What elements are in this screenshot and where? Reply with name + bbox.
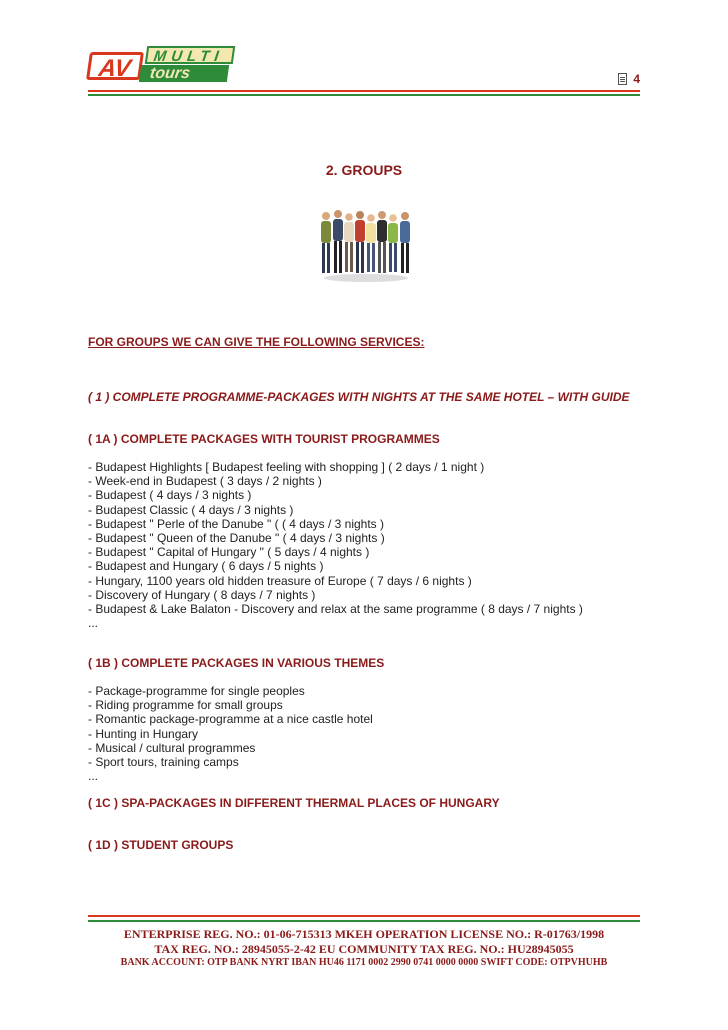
- section1a-list: [88, 460, 583, 630]
- page-icon: [618, 73, 627, 85]
- page-title: 2. GROUPS: [325, 162, 403, 178]
- section1d-heading: ( 1D ) STUDENT GROUPS: [88, 838, 234, 852]
- header-rule-green: [88, 94, 640, 96]
- footer-rule-green: [88, 920, 640, 922]
- list-item: - Sport tours, training camps: [88, 755, 239, 770]
- list-item: - Budapest Classic ( 4 days / 3 nights ): [88, 502, 294, 517]
- group-people-image: [314, 206, 418, 284]
- list-item: - Week-end in Budapest ( 3 days / 2 nights ): [88, 474, 322, 489]
- section1c-heading: ( 1C ) SPA-PACKAGES IN DIFFERENT THERMAL PLACES OF HUNGARY: [88, 796, 500, 810]
- list-item: - Hungary, 1100 years old hidden treasure of Europe ( 7 days / 6 nights ): [88, 573, 472, 588]
- footer-line-3: BANK ACCOUNT: OTP BANK NYRT IBAN HU46 1171 0002 2990 0741 0000 0000 SWIFT CODE: OTPVHUHB: [120, 957, 608, 968]
- section1b-heading: ( 1B ) COMPLETE PACKAGES IN VARIOUS THEMES: [88, 656, 385, 670]
- company-logo: [88, 46, 238, 84]
- page-number: [618, 72, 640, 86]
- footer-line-1: ENTERPRISE REG. NO.: 01-06-715313 MKEH OPERATION LICENSE NO.: R-01763/1998: [123, 927, 605, 941]
- list-item: - Riding programme for small groups: [88, 698, 283, 713]
- list-item: - Hunting in Hungary: [88, 726, 199, 741]
- list-item: ...: [88, 616, 99, 631]
- list-item: - Romantic package-programme at a nice castle hotel: [88, 712, 373, 727]
- list-item: - Budapest " Capital of Hungary " ( 5 days / 4 nights ): [88, 545, 370, 560]
- list-item: - Budapest & Lake Balaton - Discovery and relax at the same programme ( 8 days / 7 nights ): [88, 602, 583, 617]
- page-number-value: 4: [633, 72, 640, 86]
- list-item: - Budapest ( 4 days / 3 nights ): [88, 488, 252, 503]
- logo-multi: MULTI: [145, 46, 236, 64]
- list-item: - Budapest and Hungary ( 6 days / 5 nights ): [88, 559, 324, 574]
- section1a-heading: ( 1A ) COMPLETE PACKAGES WITH TOURIST PROGRAMMES: [88, 432, 440, 446]
- logo-av: AV: [86, 52, 144, 80]
- logo-tours: tours: [139, 65, 229, 82]
- list-item: - Budapest " Perle of the Danube " ( ( 4 days / 3 nights ): [88, 516, 385, 531]
- list-item: - Discovery of Hungary ( 8 days / 7 nights ): [88, 587, 316, 602]
- footer-line-2: TAX REG. NO.: 28945055-2-42 EU COMMUNITY TAX REG. NO.: HU28945055: [154, 942, 574, 956]
- list-item: - Budapest " Queen of the Danube " ( 4 days / 3 nights ): [88, 531, 385, 546]
- section1b-list: [88, 684, 373, 783]
- intro-heading: FOR GROUPS WE CAN GIVE THE FOLLOWING SERVICES:: [88, 335, 425, 349]
- header-rule-red: [88, 90, 640, 92]
- footer-rule-red: [88, 915, 640, 917]
- list-item: - Musical / cultural programmes: [88, 740, 256, 755]
- list-item: - Budapest Highlights [ Budapest feeling with shopping ] ( 2 days / 1 night ): [88, 460, 485, 474]
- section1-heading: ( 1 ) COMPLETE PROGRAMME-PACKAGES WITH NIGHTS AT THE SAME HOTEL – WITH GUIDE: [88, 390, 630, 404]
- list-item: - Package-programme for single peoples: [88, 684, 305, 698]
- list-item: ...: [88, 769, 99, 784]
